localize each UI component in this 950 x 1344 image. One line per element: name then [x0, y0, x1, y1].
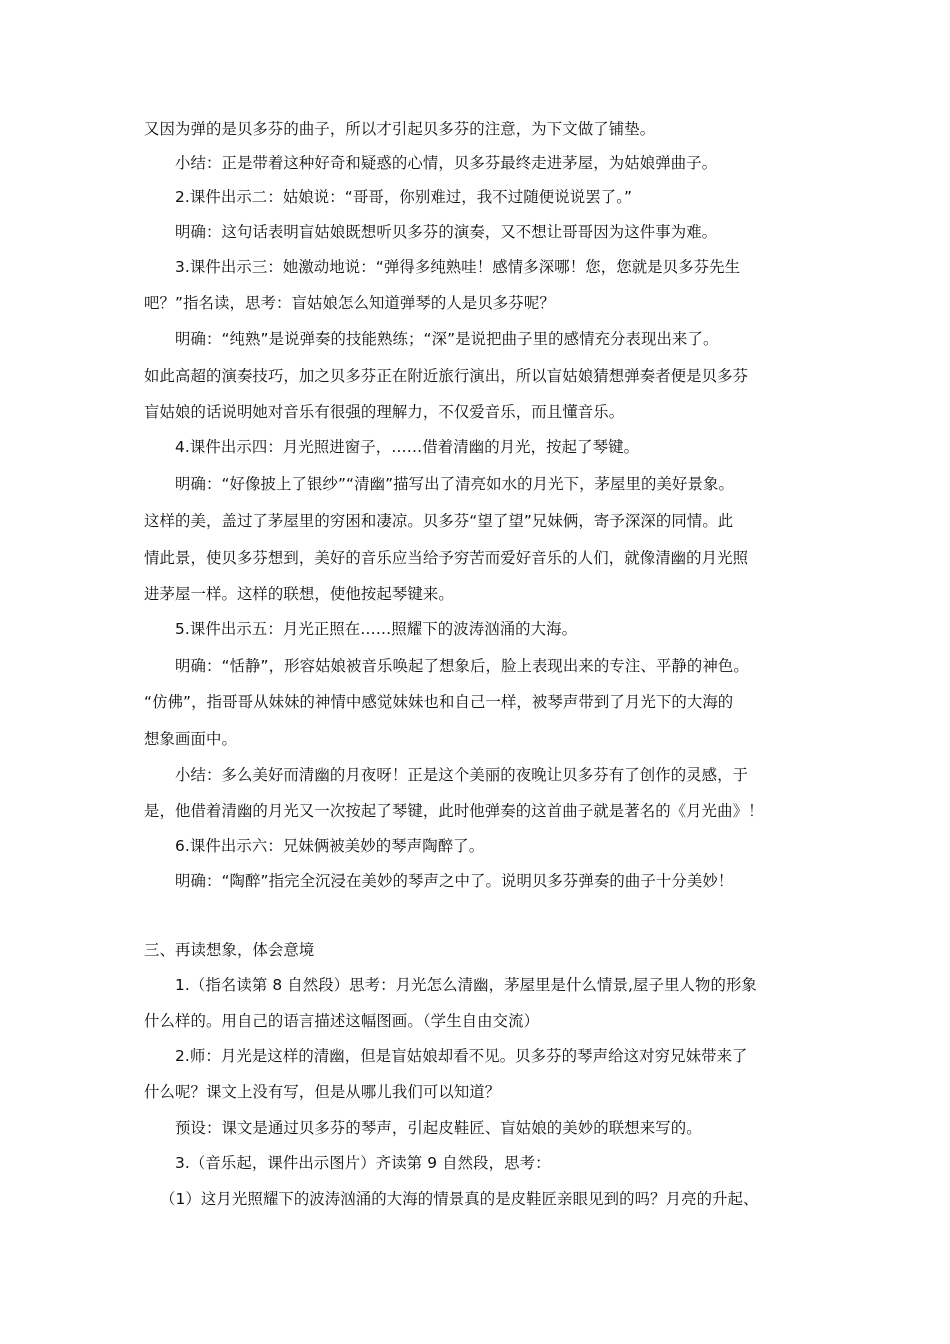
text-line: 5.课件出示五：月光正照在……照耀下的波涛汹涌的大海。: [175, 620, 578, 638]
text-line: 6.课件出示六：兄妹俩被美妙的琴声陶醉了。: [175, 837, 485, 855]
text-line: 盲姑娘的话说明她对音乐有很强的理解力，不仅爱音乐，而且懂音乐。: [144, 403, 625, 421]
text-line: 这样的美，盖过了茅屋里的穷困和凄凉。贝多芬“望了望”兄妹俩，寄予深深的同情。此: [144, 512, 734, 530]
text-line: 预设：课文是通过贝多芬的琴声，引起皮鞋匠、盲姑娘的美妙的联想来写的。: [175, 1119, 702, 1137]
text-line: 明确：“纯熟”是说弹奏的技能熟练；“深”是说把曲子里的感情充分表现出来了。: [175, 330, 719, 348]
text-line: 什么样的。用自己的语言描述这幅图画。（学生自由交流）: [144, 1012, 540, 1030]
text-line: 进茅屋一样。这样的联想，使他按起琴键来。: [144, 585, 454, 603]
text-line: 4.课件出示四：月光照进窗子，……借着清幽的月光，按起了琴键。: [175, 438, 640, 456]
text-line: 明确：“恬静”，形容姑娘被音乐唤起了想象后，脸上表现出来的专注、平静的神色。: [175, 657, 749, 675]
section-heading: 三、再读想象，体会意境: [144, 941, 315, 959]
text-line: 什么呢？课文上没有写，但是从哪儿我们可以知道？: [144, 1083, 501, 1101]
text-line: 小结：多么美好而清幽的月夜呀！正是这个美丽的夜晚让贝多芬有了创作的灵感，于: [175, 766, 749, 784]
text-line: 3.课件出示三：她激动地说：“弹得多纯熟哇！感情多深哪！您，您就是贝多芬先生: [175, 258, 741, 276]
text-line: “仿佛”，指哥哥从妹妹的神情中感觉妹妹也和自己一样，被琴声带到了月光下的大海的: [144, 693, 734, 711]
text-line: 是，他借着清幽的月光又一次按起了琴键，此时他弹奏的这首曲子就是著名的《月光曲》！: [144, 802, 764, 820]
text-line: 想象画面中。: [144, 730, 237, 748]
text-line: 如此高超的演奏技巧，加之贝多芬正在附近旅行演出，所以盲姑娘猜想弹奏者便是贝多芬: [144, 367, 749, 385]
text-line: 1.（指名读第 8 自然段）思考：月光怎么清幽，茅屋里是什么情景,屋子里人物的形象: [175, 976, 757, 994]
text-line: （1）这月光照耀下的波涛汹涌的大海的情景真的是皮鞋匠亲眼见到的吗？月亮的升起、: [160, 1190, 759, 1208]
text-line: 明确：“陶醉”指完全沉浸在美妙的琴声之中了。说明贝多芬弹奏的曲子十分美妙！: [175, 872, 734, 890]
text-line: 3.（音乐起，课件出示图片）齐读第 9 自然段，思考：: [175, 1154, 551, 1172]
text-line: 又因为弹的是贝多芬的曲子，所以才引起贝多芬的注意，为下文做了铺垫。: [144, 120, 656, 138]
text-line: 明确：“好像披上了银纱”“清幽”描写出了清亮如水的月光下，茅屋里的美好景象。: [175, 475, 734, 493]
text-line: 情此景，使贝多芬想到，美好的音乐应当给予穷苦而爱好音乐的人们，就像清幽的月光照: [144, 549, 749, 567]
text-line: 2.师：月光是这样的清幽，但是盲姑娘却看不见。贝多芬的琴声给这对穷兄妹带来了: [175, 1047, 748, 1065]
text-line: 小结：正是带着这种好奇和疑惑的心情，贝多芬最终走进茅屋，为姑娘弹曲子。: [175, 154, 718, 172]
text-line: 2.课件出示二：姑娘说：“哥哥，你别难过，我不过随便说说罢了。”: [175, 188, 633, 206]
text-line: 吧？”指名读，思考：盲姑娘怎么知道弹琴的人是贝多芬呢？: [144, 294, 555, 312]
text-line: 明确：这句话表明盲姑娘既想听贝多芬的演奏，又不想让哥哥因为这件事为难。: [175, 223, 718, 241]
